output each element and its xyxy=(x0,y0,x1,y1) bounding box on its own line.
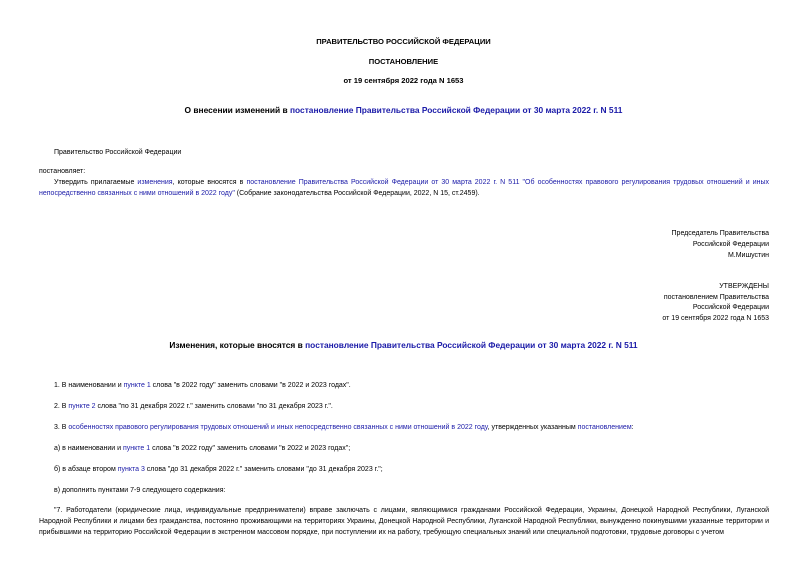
item-3-link-resolution[interactable]: постановлением xyxy=(577,424,632,431)
subitem-b-text-b: слова "до 31 декабря 2022 г." заменить словами "до 31 декабря 2023 г."; xyxy=(144,466,383,473)
item-3-link-features[interactable]: особенностях правового регулирования трудовых отношений и иных непосредственно связанных с ними отношений в 2022 году xyxy=(68,424,488,431)
item-3-text-b: , утвержденных указанным xyxy=(487,424,578,431)
signature-line-2: Российской Федерации xyxy=(692,241,769,248)
changes-title-prefix: Изменения, которые вносятся в xyxy=(169,340,306,350)
approved-line-3: Российской Федерации xyxy=(692,304,769,311)
intro-text-2: , которые вносятся в xyxy=(172,179,247,186)
approved-line-1: УТВЕРЖДЕНЫ xyxy=(719,283,769,290)
signature-line-1: Председатель Правительства xyxy=(671,230,769,237)
paragraph-7: "7. Работодатели (юридические лица, индивидуальные предприниматели) вправе заключать с лицами, являющимися гражданами Российской Федерации, Украины, Донецкой Народной Республики, Луганской Народной Республики и лицами без гражданства, постоянно проживающими на территориях Украины, Донецкой Народной Республики, Луганской Народной Республики, вынужденно покинувшими указанные территории и прибывшими на территорию Российской Федерации в экстренном массовом порядке, при поступлении их на работу, требующую специальных знаний или специальной подготовки, трудовые договоры с учетом xyxy=(39,507,769,536)
subitem-b xyxy=(54,464,383,475)
approved-line-2: постановлением Правительства xyxy=(663,294,769,301)
item-3-text-c: : xyxy=(631,424,634,431)
item-2-text-a: 2. В xyxy=(54,403,69,410)
subitem-b-link[interactable]: пункта 3 xyxy=(117,466,145,473)
item-2 xyxy=(54,401,333,412)
changes-title-link[interactable]: постановление Правительства Российской Федерации от 30 марта 2022 г. N 511 xyxy=(305,340,638,350)
document-date-number: от 19 сентября 2022 года N 1653 xyxy=(343,76,464,85)
government-heading: ПРАВИТЕЛЬСТВО РОССИЙСКОЙ ФЕДЕРАЦИИ xyxy=(316,37,491,46)
intro-government: Правительство Российской Федерации xyxy=(54,149,182,156)
subitem-v: в) дополнить пунктами 7-9 следующего содержания: xyxy=(54,487,226,494)
item-3 xyxy=(54,422,634,433)
intro-text-3: (Собрание законодательства Российской Федерации, 2022, N 15, ст.2459). xyxy=(234,190,480,197)
item-1-text-b: слова "в 2022 году" заменить словами "в 2022 и 2023 годах". xyxy=(150,382,351,389)
resolution-511-link[interactable]: постановление Правительства Российской Федерации от 30 марта 2022 г. N 511 "Об особенностях правового регулирования трудовых отношений и иных непосредственно связанных с ними отношений в 2022 году" xyxy=(39,179,769,197)
subitem-a-text-b: слова "в 2022 году" заменить словами "в 2022 и 2023 годах"; xyxy=(150,445,351,452)
item-2-text-b: слова "по 31 декабря 2022 г." заменить словами "по 31 декабря 2023 г.". xyxy=(95,403,333,410)
intro-decides: постановляет: xyxy=(39,168,86,175)
subitem-a-text-a: а) в наименовании и xyxy=(54,445,123,452)
item-1-link[interactable]: пункте 1 xyxy=(123,382,151,389)
intro-paragraph xyxy=(39,177,769,199)
document-title xyxy=(0,104,807,116)
intro-text-1: Утвердить прилагаемые xyxy=(54,179,138,186)
subitem-b-text-a: б) в абзаце втором xyxy=(54,466,118,473)
item-1-text-a: 1. В наименовании и xyxy=(54,382,124,389)
title-prefix: О внесении изменений в xyxy=(184,105,290,115)
item-2-link[interactable]: пункте 2 xyxy=(68,403,96,410)
signature-name: М.Мишустин xyxy=(727,252,769,259)
changes-title xyxy=(0,339,807,351)
item-1 xyxy=(54,380,351,391)
title-link[interactable]: постановление Правительства Российской Федерации от 30 марта 2022 г. N 511 xyxy=(289,105,623,115)
document-type: ПОСТАНОВЛЕНИЕ xyxy=(368,57,439,66)
changes-link[interactable]: изменения xyxy=(137,179,173,186)
approved-line-4: от 19 сентября 2022 года N 1653 xyxy=(662,315,769,322)
subitem-a xyxy=(54,443,350,454)
item-3-text-a: 3. В xyxy=(54,424,69,431)
subitem-a-link[interactable]: пункте 1 xyxy=(123,445,151,452)
